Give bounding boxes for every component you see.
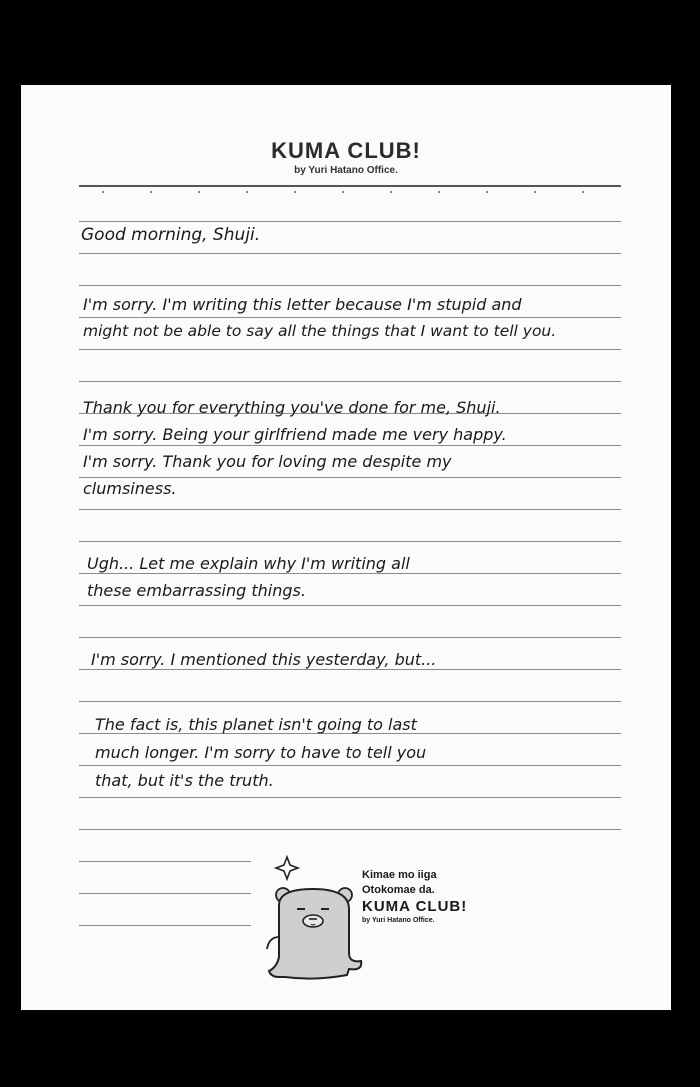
letter-line: these embarrassing things.: [87, 581, 306, 600]
ruled-line: [79, 349, 621, 350]
logo-title: KUMA CLUB!: [362, 898, 468, 915]
logo-line: Kimae mo iiga: [362, 869, 437, 881]
ruled-line: [79, 381, 621, 382]
ruled-line: [79, 893, 251, 894]
header-rule: [79, 185, 621, 187]
ruled-line: [79, 317, 621, 318]
ruled-line: [79, 701, 621, 702]
ruled-line: [79, 605, 621, 606]
ruled-line: [79, 541, 621, 542]
ruled-line: [79, 669, 621, 670]
letter-line: Thank you for everything you've done for me, Shuji.: [83, 398, 501, 417]
ruled-line: [79, 253, 621, 254]
ruled-line: [79, 477, 621, 478]
letter-line: I'm sorry. Being your girlfriend made me very happy.: [83, 425, 507, 444]
header-dot-row: [79, 190, 621, 194]
letter-line: I'm sorry. I'm writing this letter because I'm stupid and: [83, 295, 522, 314]
ruled-line: [79, 861, 251, 862]
ruled-line: [79, 829, 621, 830]
letter-line: I'm sorry. I mentioned this yesterday, but...: [91, 650, 437, 669]
letter-paper: [21, 85, 671, 1010]
letter-line: The fact is, this planet isn't going to last: [95, 715, 417, 734]
letter-line: I'm sorry. Thank you for loving me despite my: [83, 452, 452, 471]
letter-line: much longer. I'm sorry to have to tell you: [95, 743, 427, 762]
page-subtitle: by Yuri Hatano Office.: [294, 165, 398, 176]
letter-line: might not be able to say all the things that I want to tell you.: [83, 322, 557, 340]
ruled-line: [79, 637, 621, 638]
logo-line: Otokomae da.: [362, 884, 435, 896]
letter-line: that, but it's the truth.: [95, 771, 274, 790]
bear-mascot-icon: [265, 853, 365, 981]
ruled-line: [79, 765, 621, 766]
letter-line: Ugh... Let me explain why I'm writing all: [87, 554, 410, 573]
ruled-line: [79, 221, 621, 222]
ruled-line: [79, 285, 621, 286]
ruled-line: [79, 573, 621, 574]
logo-credit: by Yuri Hatano Office.: [362, 917, 435, 924]
letter-line: Good morning, Shuji.: [81, 225, 261, 245]
ruled-line: [79, 445, 621, 446]
footer-logo: [362, 868, 467, 925]
page-title: KUMA CLUB!: [271, 138, 421, 163]
ruled-line: [79, 797, 621, 798]
ruled-line: [79, 509, 621, 510]
letter-line: clumsiness.: [83, 479, 177, 498]
ruled-line: [79, 925, 251, 926]
